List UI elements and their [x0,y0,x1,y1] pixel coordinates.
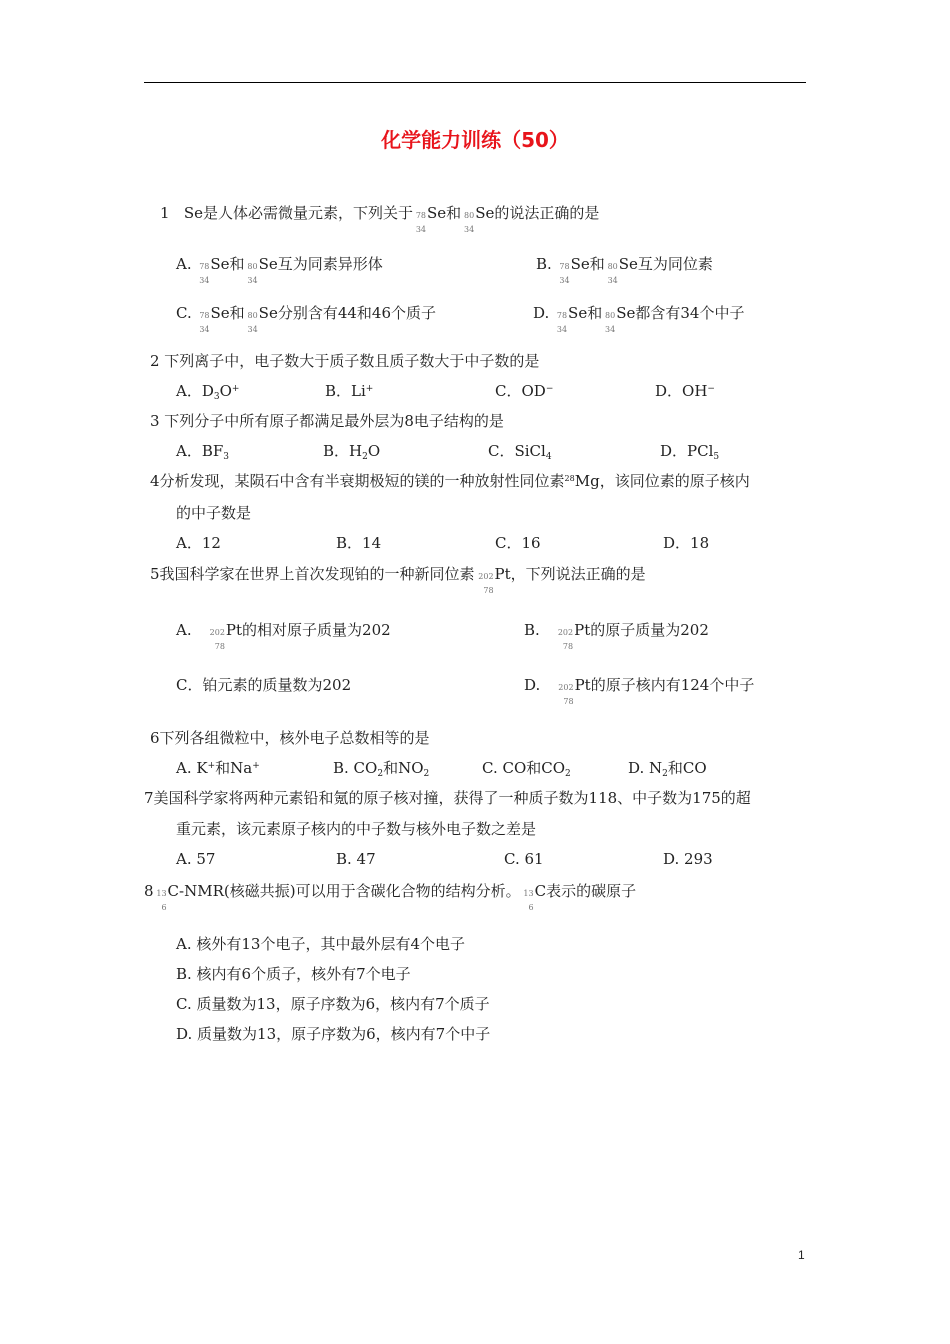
question-7-stem-cont: 重元素，该元素原子核内的中子数与核外电子数之差是 [176,820,537,838]
question-6-stem: 6下列各组微粒中，核外电子总数相等的是 [150,729,430,747]
q3-option-a: A．$BF_3$ [176,442,229,462]
q3-option-d: D．PCl$_5$ [660,442,720,462]
q2-option-b: B．Li+ [325,382,374,400]
question-3-stem: 3 下列分子中所有原子都满足最外层为8电子结构的是 [150,412,504,430]
q7-option-b: B. 47 [336,850,376,868]
question-1-stem: 1 Se是人体必需微量元素，下列关于 78 34 Se和 80 34 Se的说法正确的是 [160,204,600,234]
q3-option-b: B．$H_2O$ [323,442,381,462]
q2-option-d: D．OH− [655,382,715,400]
q4-option-a: A．12 [176,534,221,552]
page-number: 1 [798,1248,805,1262]
q5-option-a: A. 202 78 Pt的相对原子质量为202 [176,621,391,651]
q2-option-c: C．OD− [495,382,554,400]
header-rule [144,82,806,83]
q5-option-b: B. 202 78 Pt的原子质量为202 [524,621,709,651]
q1-option-a: A. 78 34 Se和 80 34 Se互为同素异形体 [176,255,383,285]
question-4-stem-cont: 的中子数是 [176,504,252,522]
question-5-stem: 5我国科学家在世界上首次发现铂的一种新同位素 202 78 Pt，下列说法正确的是 [150,565,646,595]
question-8-stem: 8 13 6 C-NMR(核磁共振)可以用于含碳化合物的结构分析。 13 6 C表示的碳原子 [144,882,637,912]
page-title: 化学能力训练（50） [381,128,569,152]
q7-option-d: D. 293 [663,850,713,868]
q6-option-c: C. CO和$CO_2$ [482,759,571,779]
q3-option-c: C．SiCl$_4$ [488,442,552,462]
q5-option-c: C．铂元素的质量数为202 [176,676,352,694]
question-4-stem: 4分析发现，某陨石中含有半衰期极短的镁的一种放射性同位素$^{28}$Mg，该同位素的原子核内 [150,472,750,490]
q1-option-b: B. 78 34 Se和 80 34 Se互为同位素 [536,255,713,285]
question-7-stem: 7美国科学家将两种元素铅和氪的原子核对撞，获得了一种质子数为118、中子数为175的超 [144,789,751,807]
q7-option-c: C. 61 [504,850,544,868]
q8-option-d: D. 质量数为13，原子序数为6，核内有7个中子 [176,1025,491,1043]
q8-option-a: A. 核外有13个电子，其中最外层有4个电子 [176,935,466,953]
q2-option-a: A．$D_3O^+$ [176,382,240,402]
q4-option-d: D．18 [663,534,710,552]
q4-option-b: B．14 [336,534,382,552]
q8-option-c: C. 质量数为13，原子序数为6，核内有7个质子 [176,995,490,1013]
q6-option-a: A. K+和Na+ [176,759,260,777]
q4-option-c: C．16 [495,534,541,552]
q6-option-d: D. $N_2$和CO [628,759,707,779]
q1-option-c: C. 78 34 Se和 80 34 Se分别含有44和46个质子 [176,304,437,334]
q1-option-d: D. 78 34 Se和 80 34 Se都含有34个中子 [533,304,745,334]
q6-option-b: B. $CO_2$和$NO_2$ [333,759,430,779]
q8-option-b: B. 核内有6个质子，核外有7个电子 [176,965,411,983]
question-2-stem: 2 下列离子中，电子数大于质子数且质子数大于中子数的是 [150,352,540,370]
q5-option-d: D. 202 78 Pt的原子核内有124个中子 [524,676,755,706]
q7-option-a: A. 57 [176,850,216,868]
